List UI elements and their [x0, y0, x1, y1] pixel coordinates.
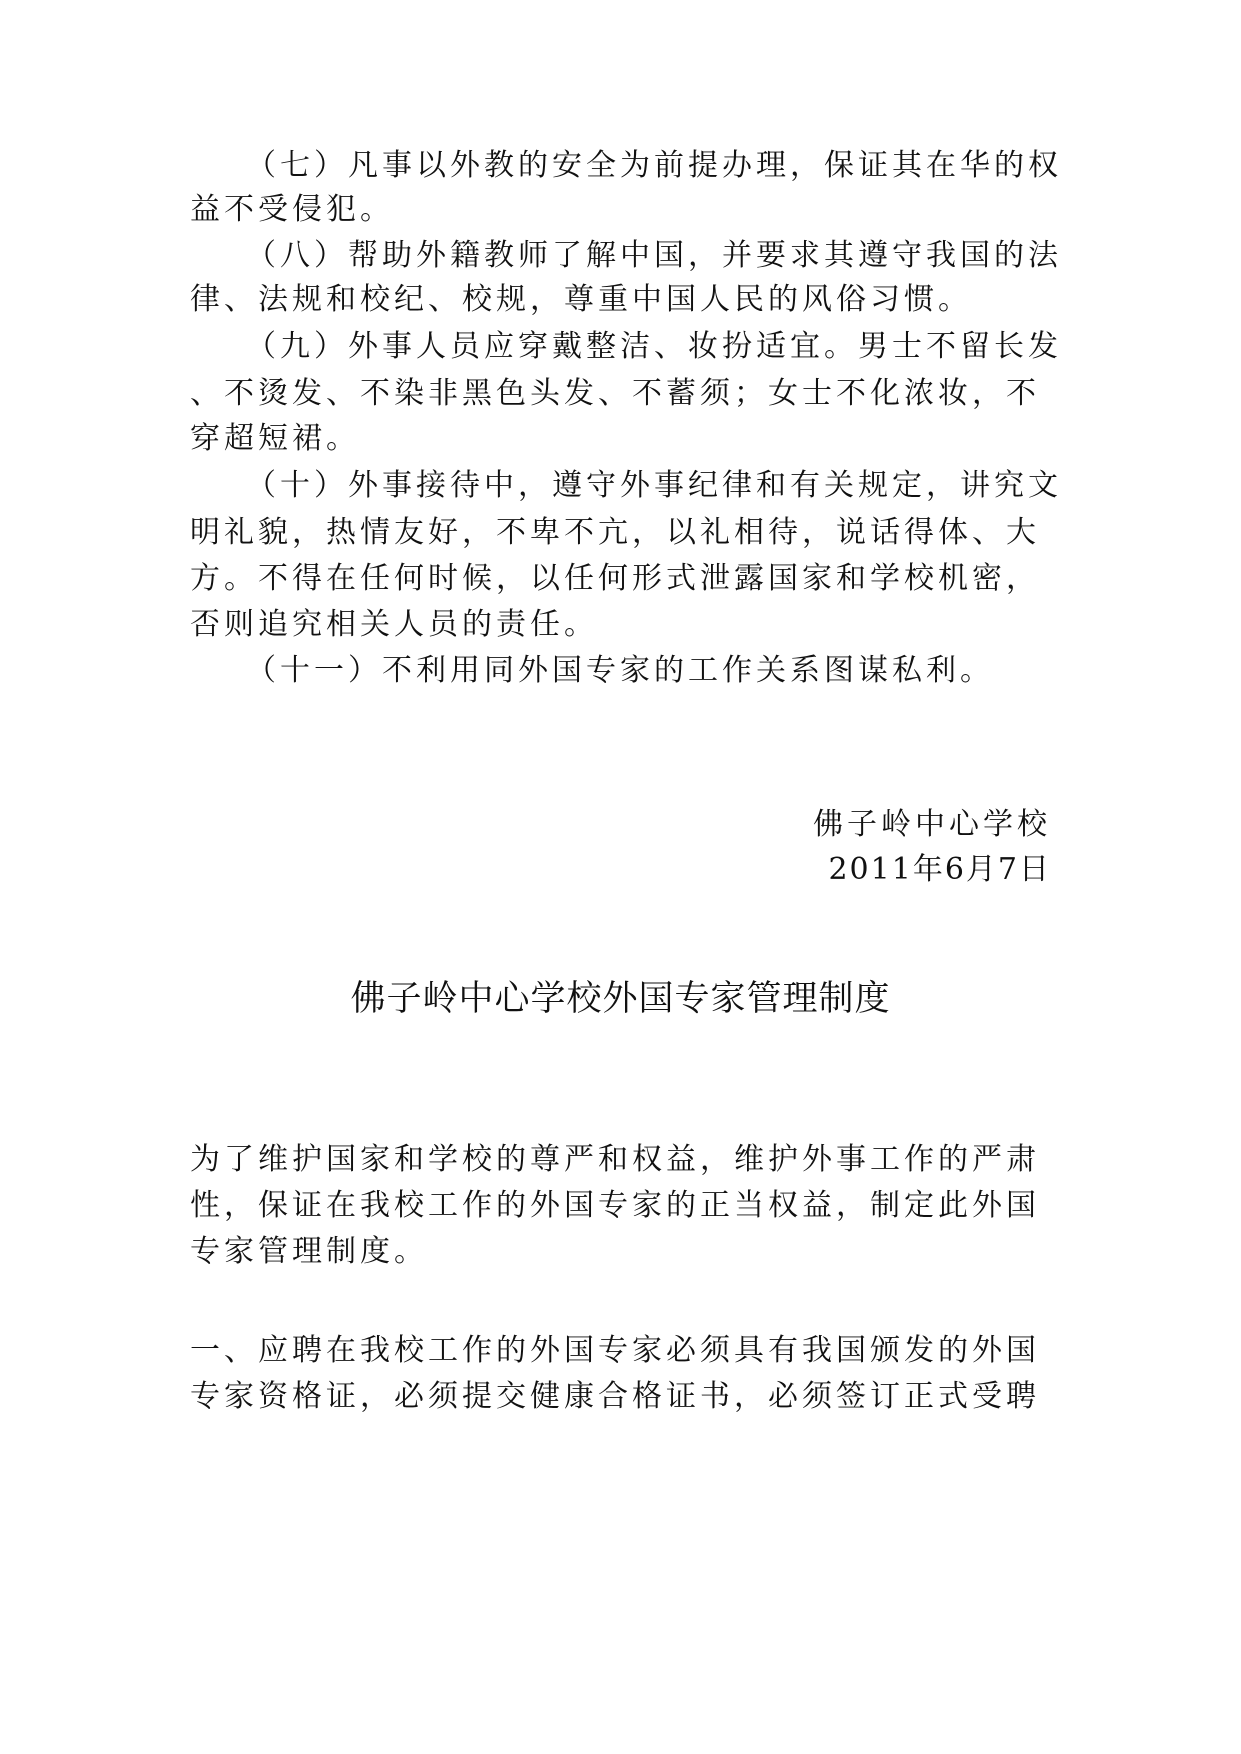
preamble-line-2: 性，保证在我校工作的外国专家的正当权益，制定此外国: [190, 1188, 1040, 1223]
item-11-line-1: （十一）不利用同外国专家的工作关系图谋私利。: [246, 653, 994, 688]
preamble-line-3: 专家管理制度。: [190, 1234, 428, 1269]
item-9-line-1: （九）外事人员应穿戴整洁、妆扮适宜。男士不留长发: [246, 329, 1062, 364]
item-8-line-1: （八）帮助外籍教师了解中国，并要求其遵守我国的法: [246, 238, 1062, 273]
document-title: 佛子岭中心学校外国专家管理制度: [350, 979, 891, 1019]
clause-1-line-2: 专家资格证，必须提交健康合格证书，必须签订正式受聘: [190, 1379, 1040, 1414]
item-10-line-2: 明礼貌，热情友好，不卑不亢，以礼相待，说话得体、大: [190, 515, 1040, 550]
item-9-line-2: 、不烫发、不染非黑色头发、不蓄须；女士不化浓妆，不: [190, 376, 1040, 411]
item-8-line-2: 律、法规和校纪、校规，尊重中国人民的风俗习惯。: [190, 282, 972, 317]
clause-1-line-1: 一、应聘在我校工作的外国专家必须具有我国颁发的外国: [190, 1333, 1040, 1368]
item-10-line-1: （十）外事接待中，遵守外事纪律和有关规定，讲究文: [246, 468, 1062, 503]
item-10-line-4: 否则追究相关人员的责任。: [190, 607, 598, 642]
item-9-line-3: 穿超短裙。: [190, 421, 360, 456]
item-7-line-2: 益不受侵犯。: [190, 192, 394, 227]
signature-date: 2011年6月7日: [828, 852, 1051, 887]
signature-organization: 佛子岭中心学校: [813, 807, 1051, 842]
item-10-line-3: 方。不得在任何时候，以任何形式泄露国家和学校机密，: [190, 561, 1040, 596]
preamble-line-1: 为了维护国家和学校的尊严和权益，维护外事工作的严肃: [190, 1142, 1040, 1177]
item-7-line-1: （七）凡事以外教的安全为前提办理，保证其在华的权: [246, 148, 1062, 183]
